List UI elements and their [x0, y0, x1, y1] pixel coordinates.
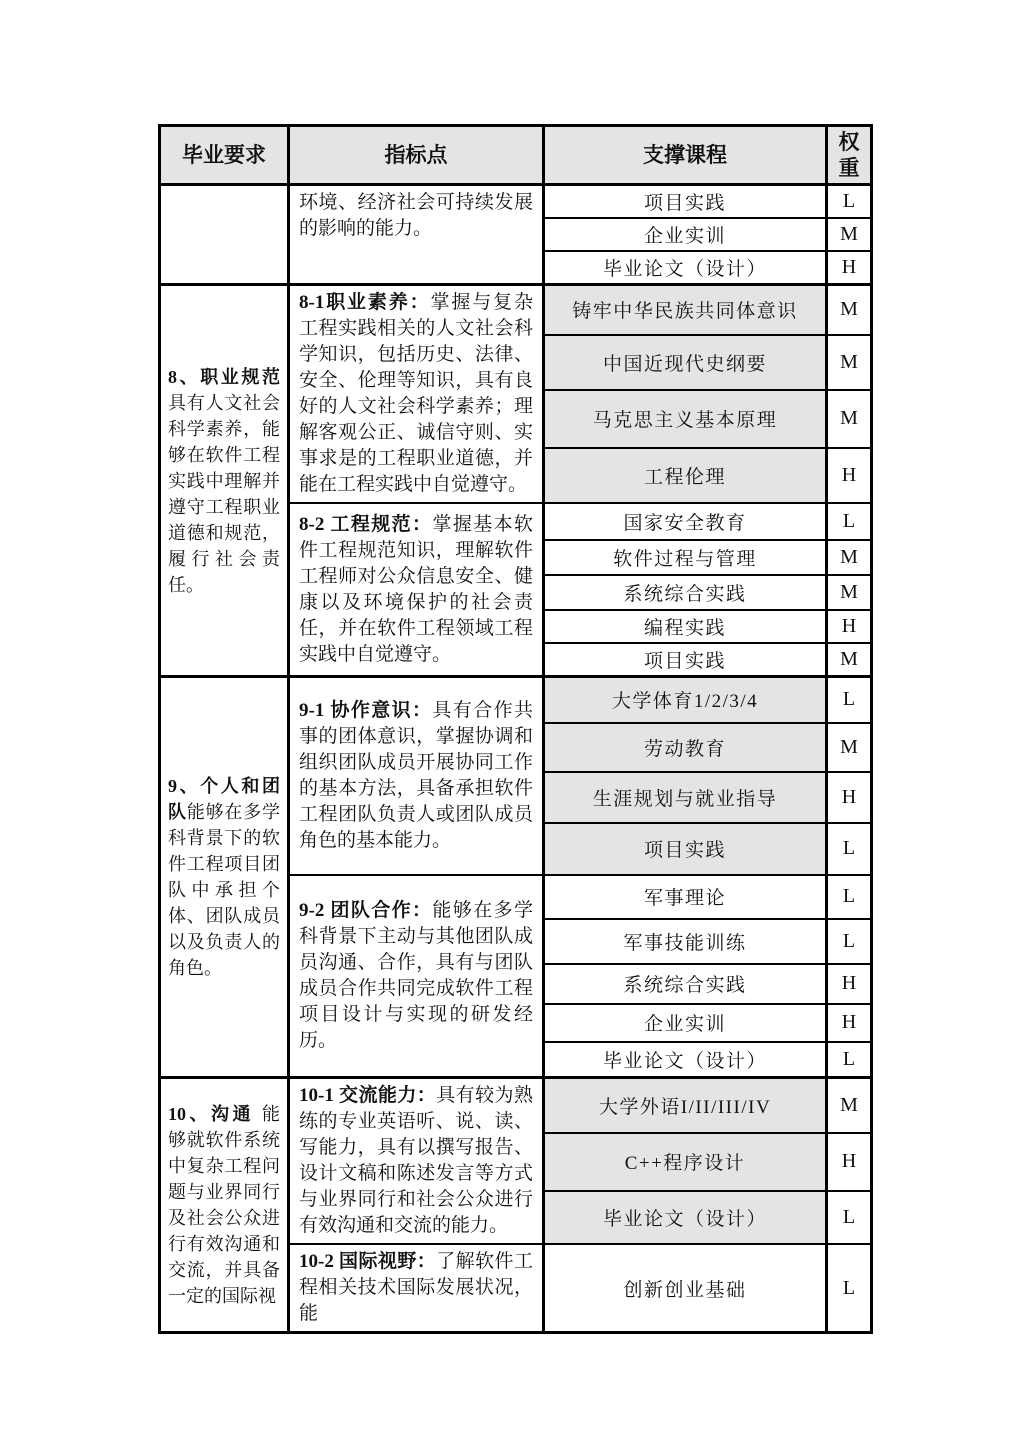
course-cell: 铸牢中华民族共同体意识	[544, 285, 827, 335]
weight-cell: L	[827, 1042, 872, 1078]
weight-cell: M	[827, 1078, 872, 1134]
table-row	[160, 285, 872, 335]
weight-cell: H	[827, 610, 872, 643]
course-cell: 企业实训	[544, 218, 827, 251]
course-cell: 毕业论文（设计）	[544, 1191, 827, 1244]
weight-cell: M	[827, 723, 872, 772]
weight-cell: H	[827, 964, 872, 1004]
indicator-title: 10-1 交流能力：	[299, 1085, 437, 1106]
requirement-title: 9、个人和团队	[168, 776, 280, 822]
indicator-text: 具有较为熟练的专业英语听、说、读、写能力，具有以撰写报告、设计文稿和陈述发言等方式与业界同行和社会公众进行有效沟通和交流的能力。	[299, 1085, 533, 1236]
weight-cell: H	[827, 448, 872, 503]
course-cell: 马克思主义基本原理	[544, 390, 827, 448]
course-cell: 创新创业基础	[544, 1244, 827, 1333]
weight-cell: M	[827, 390, 872, 448]
weight-cell: M	[827, 218, 872, 251]
weight-cell: L	[827, 677, 872, 723]
indicator-title: 10-2 国际视野：	[299, 1251, 437, 1272]
course-cell: 军事理论	[544, 875, 827, 919]
weight-cell: L	[827, 185, 872, 219]
requirement-cell	[160, 185, 289, 285]
course-cell: 编程实践	[544, 610, 827, 643]
indicator-text: 掌握基本软件工程规范知识，理解软件工程师对公众信息安全、健康以及环境保护的社会责任，并在软件工程领域工程实践中自觉遵守。	[299, 513, 533, 665]
table-row	[160, 677, 872, 723]
weight-cell: L	[827, 1191, 872, 1244]
weight-cell: H	[827, 251, 872, 285]
indicator-text: 能够在多学科背景下主动与其他团队成员沟通、合作，具有与团队成员合作共同完成软件工程项目设计与实现的研发经历。	[299, 899, 533, 1051]
weight-cell: H	[827, 772, 872, 823]
requirement-cell	[160, 1078, 289, 1333]
indicator-text: 掌握与复杂工程实践相关的人文社会科学知识，包括历史、法律、安全、伦理等知识，具有良好的人文社会科学素养；理解客观公正、诚信守则、实事求是的工程职业道德，并能在工程实践中自觉遵守。	[299, 292, 533, 495]
header-graduation-requirement: 毕业要求	[160, 126, 289, 185]
weight-cell: M	[827, 335, 872, 390]
course-cell: 生涯规划与就业指导	[544, 772, 827, 823]
course-cell: 项目实践	[544, 643, 827, 677]
indicator-text: 了解软件工程相关技术国际发展状况，能	[299, 1251, 533, 1324]
course-cell: 大学体育1/2/3/4	[544, 677, 827, 723]
course-cell: 大学外语I/II/III/IV	[544, 1078, 827, 1134]
weight-cell: L	[827, 1244, 872, 1333]
indicator-cell	[289, 1244, 544, 1333]
indicator-cell	[289, 1078, 544, 1245]
indicator-text: 环境、经济社会可持续发展的影响的能力。	[299, 192, 533, 239]
requirement-cell	[160, 285, 289, 677]
course-cell: 软件过程与管理	[544, 540, 827, 575]
course-cell: 项目实践	[544, 185, 827, 219]
curriculum-matrix-table	[158, 124, 873, 1334]
course-cell: 毕业论文（设计）	[544, 251, 827, 285]
indicator-cell	[289, 503, 544, 677]
table-row	[160, 1078, 872, 1134]
requirement-cell	[160, 677, 289, 1078]
indicator-title: 9-1 协作意识：	[299, 699, 433, 721]
indicator-cell	[289, 875, 544, 1078]
table-header-row	[160, 126, 872, 185]
weight-cell: L	[827, 875, 872, 919]
requirement-text: 能够在多学科背景下的软件工程项目团队中承担个体、团队成员以及负责人的角色。	[168, 802, 281, 978]
weight-cell: M	[827, 285, 872, 335]
course-cell: 企业实训	[544, 1004, 827, 1042]
course-cell: 项目实践	[544, 823, 827, 875]
course-cell: 劳动教育	[544, 723, 827, 772]
indicator-cell	[289, 285, 544, 504]
requirement-text: 具有人文社会科学素养，能够在软件工程实践中理解并遵守工程职业道德和规范，履行社会责任。	[168, 392, 280, 595]
weight-cell: M	[827, 575, 872, 610]
header-indicator-point: 指标点	[289, 126, 544, 185]
indicator-title: 9-2 团队合作：	[299, 899, 433, 921]
weight-cell: L	[827, 919, 872, 964]
course-cell: 工程伦理	[544, 448, 827, 503]
weight-cell: L	[827, 823, 872, 875]
table-row	[160, 185, 872, 219]
course-cell: C++程序设计	[544, 1133, 827, 1191]
weight-cell: H	[827, 1133, 872, 1191]
course-cell: 系统综合实践	[544, 575, 827, 610]
indicator-title: 8-1职业素养：	[299, 292, 431, 313]
weight-cell: M	[827, 540, 872, 575]
requirement-text: 能够就软件系统中复杂工程问题与业界同行及社会公众进行有效沟通和交流，并具备一定的国际视	[168, 1104, 280, 1306]
indicator-title: 8-2 工程规范：	[299, 513, 433, 535]
course-cell: 系统综合实践	[544, 964, 827, 1004]
course-cell: 毕业论文（设计）	[544, 1042, 827, 1078]
header-supporting-course: 支撑课程	[544, 126, 827, 185]
requirement-title: 10、沟通	[168, 1104, 254, 1124]
course-cell: 国家安全教育	[544, 503, 827, 540]
weight-cell: H	[827, 1004, 872, 1042]
indicator-cell	[289, 677, 544, 875]
course-cell: 中国近现代史纲要	[544, 335, 827, 390]
weight-cell: L	[827, 503, 872, 540]
indicator-cell	[289, 185, 544, 285]
header-weight: 权重	[827, 126, 872, 185]
weight-cell: M	[827, 643, 872, 677]
requirement-title: 8、职业规范	[168, 366, 280, 387]
course-cell: 军事技能训练	[544, 919, 827, 964]
indicator-text: 具有合作共事的团体意识，掌握协调和组织团队成员开展协同工作的基本方法，具备承担软件工程团队负责人或团队成员角色的基本能力。	[299, 699, 533, 851]
